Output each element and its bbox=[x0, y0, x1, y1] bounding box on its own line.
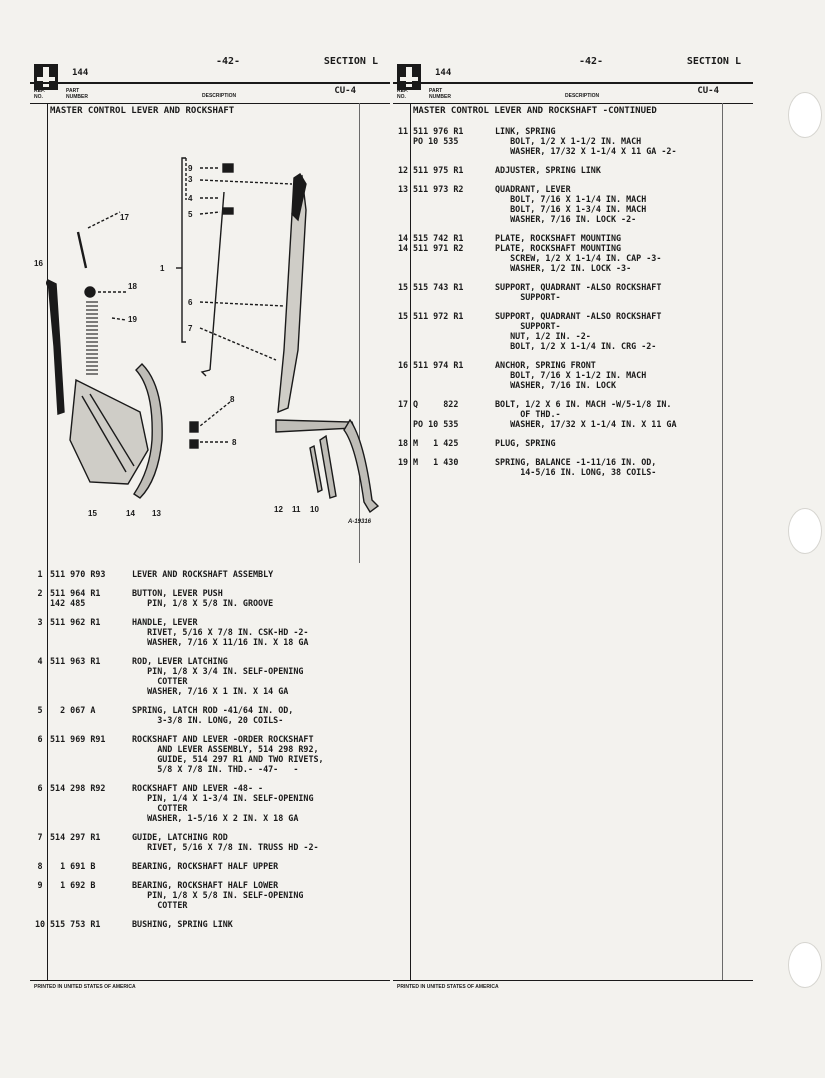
ref-number: 12 bbox=[397, 165, 409, 175]
description-line: ANCHOR, SPRING FRONT bbox=[495, 360, 596, 370]
group-code: CU-4 bbox=[334, 86, 356, 96]
callout-19: 19 bbox=[128, 315, 137, 324]
parts-list-row bbox=[393, 399, 753, 429]
parts-list-row bbox=[393, 184, 753, 224]
description-line: OF THD.- bbox=[495, 409, 561, 419]
header-rule bbox=[393, 82, 753, 84]
description-line: WASHER, 17/32 X 1-1/4 IN. X 11 GA bbox=[495, 419, 677, 429]
description-line: WASHER, 7/16 IN. LOCK bbox=[495, 380, 617, 390]
binder-hole-top bbox=[788, 92, 822, 138]
description-line: WASHER, 17/32 X 1-1/4 X 11 GA -2- bbox=[495, 146, 677, 156]
description-line: WASHER, 7/16 X 11/16 IN. X 18 GA bbox=[132, 637, 309, 647]
callout-12: 12 bbox=[274, 505, 283, 514]
description-line: BOLT, 1/2 X 6 IN. MACH -W/5-1/8 IN. bbox=[495, 399, 672, 409]
description-line: ROCKSHAFT AND LEVER -ORDER ROCKSHAFT bbox=[132, 734, 314, 744]
part-number: 511 962 R1 bbox=[50, 617, 101, 627]
parts-list-left bbox=[30, 569, 390, 938]
ref-number: 10 bbox=[34, 919, 46, 929]
description-line: BOLT, 7/16 X 1-1/4 IN. MACH bbox=[495, 194, 647, 204]
part-number: 1 691 B bbox=[50, 861, 96, 871]
callout-5: 5 bbox=[188, 210, 193, 219]
description-line: COTTER bbox=[132, 900, 188, 910]
ref-number: 16 bbox=[397, 360, 409, 370]
callout-1: 1 bbox=[160, 264, 165, 273]
part-description bbox=[495, 126, 753, 156]
description-line: PIN, 1/8 X 5/8 IN. SELF-OPENING bbox=[132, 890, 304, 900]
parts-list-row bbox=[30, 705, 390, 725]
parts-list-row bbox=[393, 233, 753, 273]
description-line: SCREW, 1/2 X 1-1/4 IN. CAP -3- bbox=[495, 253, 662, 263]
description-line: PLATE, ROCKSHAFT MOUNTING bbox=[495, 233, 622, 243]
part-description bbox=[495, 184, 753, 224]
part-description bbox=[495, 457, 753, 477]
part-description bbox=[495, 360, 753, 390]
callout-8-lower: 8 bbox=[232, 438, 237, 447]
section-title: MASTER CONTROL LEVER AND ROCKSHAFT -CONTINUED bbox=[413, 106, 657, 116]
parts-list-row bbox=[393, 282, 753, 302]
ref-number: 6 bbox=[37, 734, 43, 744]
description-line: PLATE, ROCKSHAFT MOUNTING bbox=[495, 243, 622, 253]
callout-16: 16 bbox=[34, 259, 43, 268]
parts-list-row bbox=[30, 588, 390, 608]
ref-number: 18 bbox=[397, 438, 409, 448]
column-header-rule bbox=[393, 103, 753, 104]
callout-13: 13 bbox=[152, 509, 161, 518]
catalog-number: 144 bbox=[72, 68, 89, 78]
ref-number: 6 bbox=[37, 783, 43, 793]
ref-number: 7 bbox=[37, 832, 43, 842]
callout-4: 4 bbox=[188, 194, 193, 203]
parts-list-row bbox=[393, 165, 753, 175]
printed-in-label: PRINTED IN UNITED STATES OF AMERICA bbox=[34, 984, 136, 990]
parts-list-row bbox=[393, 360, 753, 390]
part-description bbox=[495, 399, 753, 429]
section-title: MASTER CONTROL LEVER AND ROCKSHAFT bbox=[50, 106, 235, 116]
callout-7: 7 bbox=[188, 324, 193, 333]
ref-number: 8 bbox=[37, 861, 43, 871]
description-line: SPRING, LATCH ROD -41/64 IN. OD, bbox=[132, 705, 294, 715]
binder-hole-bottom bbox=[788, 942, 822, 988]
ref-number: 19 bbox=[397, 457, 409, 467]
right-column bbox=[393, 0, 753, 1000]
callout-10: 10 bbox=[310, 505, 319, 514]
parts-list-right bbox=[393, 126, 753, 486]
description-line: ROCKSHAFT AND LEVER -48- - bbox=[132, 783, 264, 793]
parts-list-row bbox=[30, 880, 390, 910]
part-number: 514 297 R1 bbox=[50, 832, 101, 842]
part-number: 515 753 R1 bbox=[50, 919, 101, 929]
part-number: Q 822 PO 10 535 bbox=[413, 399, 459, 429]
description-line: PIN, 1/4 X 1-3/4 IN. SELF-OPENING bbox=[132, 793, 314, 803]
description-line: GUIDE, 514 297 R1 AND TWO RIVETS, bbox=[132, 754, 324, 764]
part-description bbox=[132, 705, 390, 725]
description-line: BUTTON, LEVER PUSH bbox=[132, 588, 223, 598]
section-label: SECTION L bbox=[323, 56, 378, 67]
description-line: GUIDE, LATCHING ROD bbox=[132, 832, 228, 842]
description-line: AND LEVER ASSEMBLY, 514 298 R92, bbox=[132, 744, 319, 754]
description-line: BOLT, 1/2 X 1-1/2 IN. MACH bbox=[495, 136, 642, 146]
ref-number: 3 bbox=[37, 617, 43, 627]
description-line: NUT, 1/2 IN. -2- bbox=[495, 331, 591, 341]
parts-list-row bbox=[30, 783, 390, 823]
ref-number: 4 bbox=[37, 656, 43, 666]
description-line: HANDLE, LEVER bbox=[132, 617, 198, 627]
part-number: 511 969 R91 bbox=[50, 734, 106, 744]
description-line: ADJUSTER, SPRING LINK bbox=[495, 165, 601, 175]
description-line: BOLT, 7/16 X 1-1/2 IN. MACH bbox=[495, 370, 647, 380]
description-line: COTTER bbox=[132, 676, 188, 686]
part-number: 514 298 R92 bbox=[50, 783, 106, 793]
part-number: 511 963 R1 bbox=[50, 656, 101, 666]
footer-rule bbox=[393, 980, 753, 981]
part-number: 515 742 R1 511 971 R2 bbox=[413, 233, 464, 253]
part-number: M 1 425 bbox=[413, 438, 459, 448]
part-description bbox=[132, 783, 390, 823]
callout-3: 3 bbox=[188, 175, 193, 184]
part-description bbox=[495, 165, 753, 175]
ref-number: 15 bbox=[397, 282, 409, 292]
part-number: 511 964 R1 142 485 bbox=[50, 588, 101, 608]
parts-list-row bbox=[30, 617, 390, 647]
description-line: BOLT, 7/16 X 1-3/4 IN. MACH bbox=[495, 204, 647, 214]
parts-list-row bbox=[30, 919, 390, 929]
header-rule bbox=[30, 82, 390, 84]
part-number: 2 067 A bbox=[50, 705, 96, 715]
description-line: 5/8 X 7/8 IN. THD.- -47- - bbox=[132, 764, 299, 774]
part-number: 511 974 R1 bbox=[413, 360, 464, 370]
description-line: SUPPORT, QUADRANT -ALSO ROCKSHAFT bbox=[495, 282, 662, 292]
ref-number: 5 bbox=[37, 705, 43, 715]
part-number: 511 972 R1 bbox=[413, 311, 464, 321]
description-line: WASHER, 1-5/16 X 2 IN. X 18 GA bbox=[132, 813, 299, 823]
section-label: SECTION L bbox=[686, 56, 741, 67]
ref-number: 2 bbox=[37, 588, 43, 598]
description-line: PIN, 1/8 X 3/4 IN. SELF-OPENING bbox=[132, 666, 304, 676]
ref-column-header: REF. NO. bbox=[34, 88, 45, 100]
part-description bbox=[495, 311, 753, 351]
parts-list-row bbox=[30, 861, 390, 871]
callout-14: 14 bbox=[126, 509, 135, 518]
description-line: BOLT, 1/2 X 1-1/4 IN. CRG -2- bbox=[495, 341, 657, 351]
description-line: SPRING, BALANCE -1-11/16 IN. OD, bbox=[495, 457, 657, 467]
description-line: SUPPORT- bbox=[495, 321, 561, 331]
description-line: PLUG, SPRING bbox=[495, 438, 556, 448]
binder-hole-middle bbox=[788, 508, 822, 554]
ref-column-header: REF. NO. bbox=[397, 88, 408, 100]
description-line: BEARING, ROCKSHAFT HALF UPPER bbox=[132, 861, 279, 871]
description-line: ROD, LEVER LATCHING bbox=[132, 656, 228, 666]
callout-6: 6 bbox=[188, 298, 193, 307]
part-description bbox=[495, 438, 753, 448]
part-description bbox=[132, 656, 390, 696]
description-column-header: DESCRIPTION bbox=[565, 93, 600, 99]
part-number: 511 970 R93 bbox=[50, 569, 106, 579]
part-description bbox=[132, 617, 390, 647]
part-description bbox=[132, 588, 390, 608]
ref-number: 17 bbox=[397, 399, 409, 409]
part-description bbox=[132, 880, 390, 910]
description-line: SUPPORT- bbox=[495, 292, 561, 302]
description-line: 14-5/16 IN. LONG, 38 COILS- bbox=[495, 467, 657, 477]
part-number: 515 743 R1 bbox=[413, 282, 464, 292]
description-line: WASHER, 7/16 X 1 IN. X 14 GA bbox=[132, 686, 289, 696]
ref-number: 15 bbox=[397, 311, 409, 321]
page-number: -42- bbox=[579, 56, 604, 67]
description-line: LEVER AND ROCKSHAFT ASSEMBLY bbox=[132, 569, 274, 579]
part-number: 1 692 B bbox=[50, 880, 96, 890]
footer-rule bbox=[30, 980, 390, 981]
part-column-header: PART NUMBER bbox=[429, 88, 451, 100]
description-line: COTTER bbox=[132, 803, 188, 813]
part-number: 511 976 R1 PO 10 535 bbox=[413, 126, 464, 146]
part-description bbox=[495, 282, 753, 302]
description-line: RIVET, 5/16 X 7/8 IN. TRUSS HD -2- bbox=[132, 842, 319, 852]
description-line: SUPPORT, QUADRANT -ALSO ROCKSHAFT bbox=[495, 311, 662, 321]
ih-logo-icon bbox=[34, 64, 58, 90]
catalog-number: 144 bbox=[435, 68, 452, 78]
parts-list-row bbox=[30, 569, 390, 579]
parts-list-row bbox=[393, 311, 753, 351]
description-line: BEARING, ROCKSHAFT HALF LOWER bbox=[132, 880, 279, 890]
parts-list-row bbox=[393, 457, 753, 477]
description-line: PIN, 1/8 X 5/8 IN. GROOVE bbox=[132, 598, 274, 608]
page-number: -42- bbox=[216, 56, 241, 67]
description-line: 3-3/8 IN. LONG, 20 COILS- bbox=[132, 715, 284, 725]
part-description bbox=[132, 861, 390, 871]
balance-spring bbox=[86, 302, 98, 374]
group-code: CU-4 bbox=[697, 86, 719, 96]
left-column bbox=[30, 0, 390, 1000]
printed-in-label: PRINTED IN UNITED STATES OF AMERICA bbox=[397, 984, 499, 990]
callout-8-upper: 8 bbox=[230, 395, 235, 404]
part-column-header: PART NUMBER bbox=[66, 88, 88, 100]
callout-15: 15 bbox=[88, 509, 97, 518]
parts-list-row bbox=[393, 438, 753, 448]
description-line: WASHER, 1/2 IN. LOCK -3- bbox=[495, 263, 632, 273]
description-line: RIVET, 5/16 X 7/8 IN. CSK-HD -2- bbox=[132, 627, 309, 637]
ref-number: 11 bbox=[397, 126, 409, 136]
page-header bbox=[30, 56, 390, 78]
ih-logo-icon bbox=[397, 64, 421, 90]
callout-9: 9 bbox=[188, 164, 193, 173]
ref-number: 14 14 bbox=[397, 233, 409, 253]
ref-number: 13 bbox=[397, 184, 409, 194]
page-header bbox=[393, 56, 753, 78]
callout-17: 17 bbox=[120, 213, 129, 222]
parts-list-row bbox=[30, 734, 390, 774]
parts-list-row bbox=[30, 832, 390, 852]
callout-11: 11 bbox=[292, 505, 301, 514]
parts-illustration bbox=[30, 150, 390, 535]
description-column-header: DESCRIPTION bbox=[202, 93, 237, 99]
ref-number: 1 bbox=[37, 569, 43, 579]
description-line: BUSHING, SPRING LINK bbox=[132, 919, 233, 929]
figure-id: A-19316 bbox=[348, 519, 372, 525]
description-line: WASHER, 7/16 IN. LOCK -2- bbox=[495, 214, 637, 224]
part-number: 511 975 R1 bbox=[413, 165, 464, 175]
part-description bbox=[132, 832, 390, 852]
column-header-rule bbox=[30, 103, 390, 104]
parts-list-row bbox=[30, 656, 390, 696]
description-line: QUADRANT, LEVER bbox=[495, 184, 571, 194]
description-line: LINK, SPRING bbox=[495, 126, 556, 136]
part-description bbox=[132, 569, 390, 579]
part-description bbox=[495, 233, 753, 273]
part-description bbox=[132, 919, 390, 929]
part-number: M 1 430 bbox=[413, 457, 459, 467]
part-description bbox=[132, 734, 390, 774]
parts-list-row bbox=[393, 126, 753, 156]
callout-18: 18 bbox=[128, 282, 137, 291]
ref-number: 9 bbox=[37, 880, 43, 890]
part-number: 511 973 R2 bbox=[413, 184, 464, 194]
